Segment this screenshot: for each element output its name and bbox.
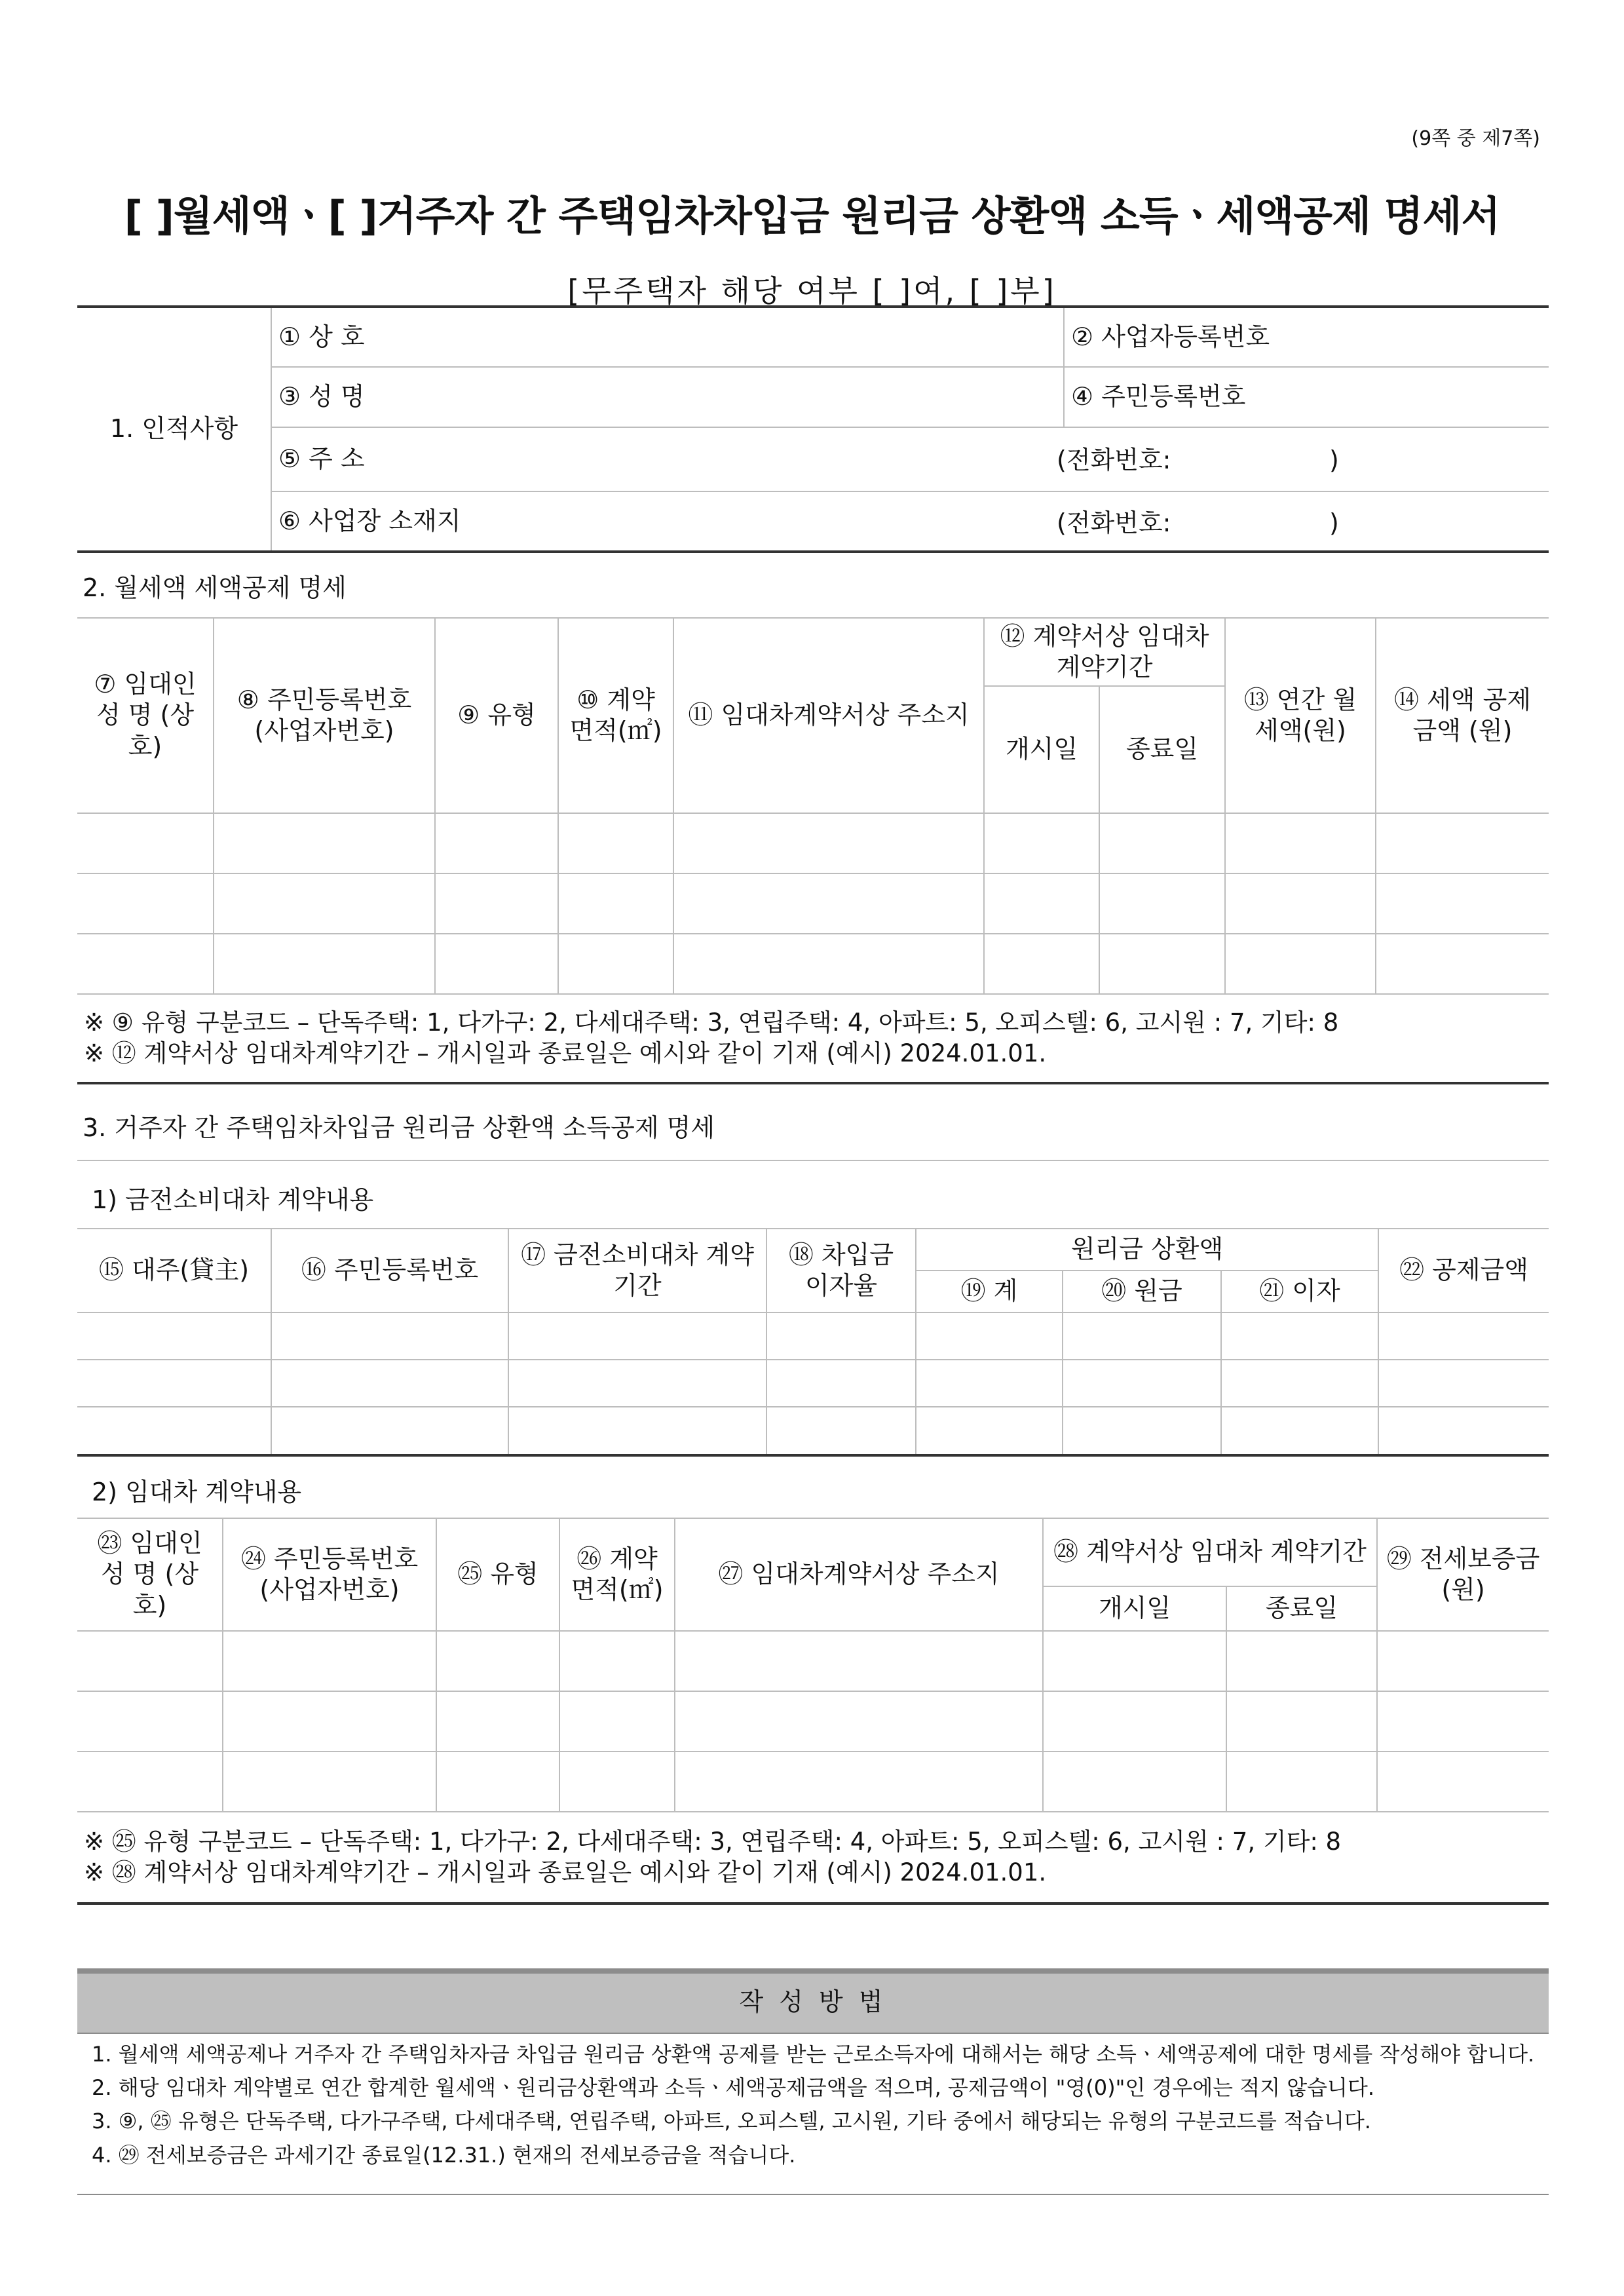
table-row — [77, 934, 1549, 994]
workplace-address-label: ⑥ 사업장 소재지 — [278, 506, 461, 535]
period-note: ※ ⑫ 계약서상 임대차계약기간 – 개시일과 종료일은 예시와 같이 기재 (예시) 2024.01.01. — [84, 1039, 1047, 1067]
section3-sub1-title: 1) 금전소비대차 계약내용 — [92, 1185, 374, 1214]
name-field[interactable]: ③ 성 명 — [271, 367, 1064, 427]
col-lease-period: ㉘ 계약서상 임대차 계약기간 — [1043, 1518, 1377, 1586]
col-repayment: 원리금 상환액 — [916, 1229, 1378, 1271]
section2-title: 2. 월세액 세액공제 명세 — [83, 573, 347, 602]
section3-notes — [77, 1812, 1549, 1904]
col-deposit: ㉙ 전세보증금 (원) — [1377, 1518, 1549, 1631]
instruction-item: 3. ⑨, ㉕ 유형은 단독주택, 다가구주택, 다세대주택, 연립주택, 아파트, 오피스텔, 고시원, 기타 중에서 해당되는 유형의 구분코드를 적습니다. — [92, 2109, 1371, 2134]
workplace-phone-label: (전화번호: ) — [1057, 508, 1339, 537]
table-row — [77, 1691, 1549, 1751]
table-row — [77, 813, 1549, 873]
col-landlord-name: ⑦ 임대인 성 명 (상 호) — [77, 618, 214, 813]
col-contract-address: ⑪ 임대차계약서상 주소지 — [673, 618, 984, 813]
page-title: [ ]월세액ㆍ[ ]거주자 간 주택임차차입금 원리금 상환액 소득ㆍ세액공제 명세서 — [124, 192, 1500, 240]
col-resident-number: ⑧ 주민등록번호 (사업자번호) — [214, 618, 435, 813]
business-reg-number-field[interactable]: ② 사업자등록번호 — [1064, 307, 1549, 367]
instructions-list — [92, 2038, 1546, 2172]
col-lease-end-date: 종료일 — [1226, 1586, 1377, 1631]
col-loan-period: ⑰ 금전소비대차 계약기간 — [508, 1229, 766, 1312]
col-lender-resident-number: ⑯ 주민등록번호 — [271, 1229, 508, 1312]
section3-sub2-title: 2) 임대차 계약내용 — [92, 1478, 302, 1506]
address-phone-label: (전화번호: ) — [1057, 446, 1339, 474]
col-end-date: 종료일 — [1099, 686, 1225, 813]
resident-number-field[interactable]: ④ 주민등록번호 — [1064, 367, 1549, 427]
instruction-item: 1. 월세액 세액공제나 거주자 간 주택임차자금 차입금 원리금 상환액 공제를 받는 근로소득자에 대해서는 해당 소득ㆍ세액공제에 대한 명세를 작성해야 합니다. — [92, 2042, 1535, 2067]
col-deduction-amount: ㉒ 공제금액 — [1378, 1229, 1549, 1312]
col-lease-area: ㉖ 계약 면적(㎡) — [559, 1518, 675, 1631]
section1-table — [77, 305, 1549, 553]
col-lease-start-date: 개시일 — [1043, 1586, 1226, 1631]
col-lease-landlord-name: ㉓ 임대인 성 명 (상 호) — [77, 1518, 223, 1631]
table-row — [77, 1407, 1549, 1455]
col-repay-principal: ⑳ 원금 — [1063, 1271, 1221, 1312]
col-repay-interest: ㉑ 이자 — [1221, 1271, 1378, 1312]
col-tax-credit: ⑭ 세액 공제금액 (원) — [1376, 618, 1549, 813]
section2-notes — [77, 994, 1549, 1083]
instructions-bottom-rule — [77, 2194, 1549, 2195]
col-interest-rate: ⑱ 차입금 이자율 — [766, 1229, 916, 1312]
col-repay-total: ⑲ 계 — [916, 1271, 1063, 1312]
address-label: ⑤ 주 소 — [278, 444, 365, 474]
trade-name-field[interactable]: ① 상 호 — [271, 307, 1064, 367]
type-code-note: ※ ⑨ 유형 구분코드 – 단독주택: 1, 다가구: 2, 다세대주택: 3, 연립주택: 4, 아파트: 5, 오피스텔: 6, 고시원 : 7, 기타: 8 — [84, 1008, 1339, 1037]
col-lease-resident-number: ㉔ 주민등록번호 (사업자번호) — [223, 1518, 436, 1631]
col-start-date: 개시일 — [984, 686, 1099, 813]
page-indicator: (9쪽 중 제7쪽) — [1411, 127, 1540, 150]
table-row — [77, 873, 1549, 934]
col-lender: ⑮ 대주(貸主) — [77, 1229, 271, 1312]
lease-table — [77, 1518, 1549, 1905]
col-type: ⑨ 유형 — [435, 618, 558, 813]
section1-label: 1. 인적사항 — [77, 307, 271, 552]
section3-divider — [77, 1160, 1549, 1161]
workplace-address-field[interactable] — [271, 491, 1549, 552]
page-subtitle: [무주택자 해당 여부 [ ]여, [ ]부] — [567, 273, 1057, 309]
instructions-header — [77, 1968, 1549, 2034]
lease-period-note: ※ ㉘ 계약서상 임대차계약기간 – 개시일과 종료일은 예시와 같이 기재 (예시) 2024.01.01. — [84, 1858, 1047, 1886]
table-row — [77, 1312, 1549, 1360]
table-row — [77, 1360, 1549, 1407]
lease-type-code-note: ※ ㉕ 유형 구분코드 – 단독주택: 1, 다가구: 2, 다세대주택: 3, 연립주택: 4, 아파트: 5, 오피스텔: 6, 고시원 : 7, 기타: 8 — [84, 1827, 1342, 1856]
instruction-item: 4. ㉙ 전세보증금은 과세기간 종료일(12.31.) 현재의 전세보증금을 적습니다. — [92, 2142, 796, 2168]
loan-table — [77, 1228, 1549, 1457]
section2-table — [77, 617, 1549, 1084]
instruction-item: 2. 해당 임대차 계약별로 연간 합계한 월세액ㆍ원리금상환액과 소득ㆍ세액공제금액을 적으며, 공제금액이 "영(0)"인 경우에는 적지 않습니다. — [92, 2075, 1375, 2101]
instructions-title: 작 성 방 법 — [739, 1987, 887, 2016]
section3-title: 3. 거주자 간 주택임차차입금 원리금 상환액 소득공제 명세 — [83, 1113, 715, 1142]
table-row — [77, 1751, 1549, 1812]
address-field[interactable] — [271, 427, 1549, 491]
col-contract-area: ⑩ 계약 면적(㎡) — [558, 618, 673, 813]
col-lease-address: ㉗ 임대차계약서상 주소지 — [675, 1518, 1043, 1631]
col-annual-rent: ⑬ 연간 월세액(원) — [1225, 618, 1376, 813]
col-lease-type: ㉕ 유형 — [436, 1518, 559, 1631]
col-contract-period: ⑫ 계약서상 임대차 계약기간 — [984, 618, 1225, 686]
table-row — [77, 1631, 1549, 1691]
